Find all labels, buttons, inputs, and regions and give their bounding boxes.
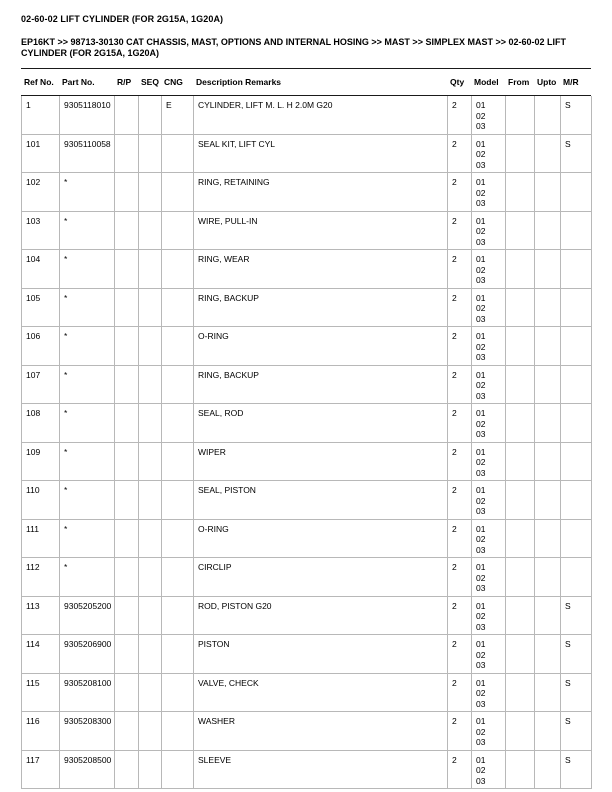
cell-ref: 107 — [22, 366, 60, 405]
page-title: 02-60-02 LIFT CYLINDER (FOR 2G15A, 1G20A) — [21, 14, 224, 24]
cell-rp — [115, 520, 139, 559]
model-code: 03 — [476, 352, 486, 362]
cell-ref: 113 — [22, 597, 60, 636]
cell-qty: 2 — [448, 366, 472, 405]
cell-from — [506, 289, 535, 328]
cell-upto — [535, 481, 561, 520]
cell-ref: 114 — [22, 635, 60, 674]
cell-upto — [535, 443, 561, 482]
model-code: 02 — [476, 649, 486, 660]
cell-part: 9305110058 — [60, 135, 115, 174]
model-code: 01 — [476, 523, 486, 534]
cell-desc: SEAL, PISTON — [194, 481, 448, 520]
cell-mr — [561, 366, 592, 405]
model-code: 02 — [476, 110, 486, 121]
cell-seq — [139, 481, 162, 520]
table-row — [22, 674, 591, 713]
model-code: 02 — [476, 149, 486, 159]
model-code: 01 — [476, 446, 486, 457]
cell-rp — [115, 173, 139, 212]
cell-rp — [115, 96, 139, 135]
cell-cng — [162, 597, 194, 636]
cell-desc: RING, BACKUP — [194, 289, 448, 328]
model-code: 01 — [476, 331, 486, 341]
cell-seq — [139, 212, 162, 251]
cell-from — [506, 520, 535, 559]
cell-rp — [115, 289, 139, 328]
model-code: 03 — [476, 698, 486, 709]
cell-qty: 2 — [448, 751, 472, 790]
model-code: 02 — [476, 264, 486, 275]
column-header-rp: R/P — [117, 77, 132, 87]
cell-mr: S — [561, 635, 592, 674]
cell-upto — [535, 173, 561, 212]
cell-model — [472, 135, 506, 174]
cell-rp — [115, 443, 139, 482]
cell-upto — [535, 212, 561, 251]
cell-mr: S — [561, 597, 592, 636]
cell-model — [472, 173, 506, 212]
cell-qty: 2 — [448, 558, 472, 597]
cell-qty: 2 — [448, 481, 472, 520]
cell-from — [506, 558, 535, 597]
table-row — [22, 289, 591, 328]
cell-ref: 115 — [22, 674, 60, 713]
model-code: 01 — [476, 716, 486, 726]
cell-qty: 2 — [448, 712, 472, 751]
model-code: 03 — [476, 506, 486, 516]
cell-model — [472, 96, 506, 135]
cell-mr: S — [561, 135, 592, 174]
cell-upto — [535, 289, 561, 328]
model-code: 01 — [476, 215, 486, 226]
model-code: 03 — [476, 583, 486, 593]
cell-rp — [115, 366, 139, 405]
cell-model — [472, 212, 506, 251]
cell-seq — [139, 366, 162, 405]
table-row — [22, 712, 591, 751]
table-row — [22, 366, 591, 405]
cell-cng — [162, 635, 194, 674]
cell-qty: 2 — [448, 443, 472, 482]
cell-rp — [115, 674, 139, 713]
table-row — [22, 135, 591, 174]
model-code: 03 — [476, 775, 486, 786]
cell-ref: 116 — [22, 712, 60, 751]
cell-qty: 2 — [448, 250, 472, 289]
cell-model — [472, 481, 506, 520]
cell-ref: 117 — [22, 751, 60, 790]
cell-desc: RING, RETAINING — [194, 173, 448, 212]
model-code: 02 — [476, 688, 486, 698]
model-code: 01 — [476, 408, 486, 418]
table-row — [22, 520, 591, 559]
model-code: 02 — [476, 726, 486, 737]
model-code: 02 — [476, 226, 486, 236]
model-code: 03 — [476, 737, 486, 747]
cell-desc: O-RING — [194, 520, 448, 559]
cell-seq — [139, 96, 162, 135]
cell-part: 9305208100 — [60, 674, 115, 713]
cell-part: * — [60, 404, 115, 443]
model-code: 01 — [476, 254, 486, 264]
model-code: 03 — [476, 313, 486, 324]
model-code: 02 — [476, 572, 486, 583]
cell-mr — [561, 481, 592, 520]
cell-part: * — [60, 327, 115, 366]
cell-from — [506, 481, 535, 520]
model-code: 03 — [476, 660, 486, 670]
cell-desc: SLEEVE — [194, 751, 448, 790]
cell-rp — [115, 558, 139, 597]
cell-model — [472, 674, 506, 713]
cell-seq — [139, 173, 162, 212]
cell-part: * — [60, 481, 115, 520]
cell-cng — [162, 289, 194, 328]
cell-from — [506, 712, 535, 751]
cell-from — [506, 597, 535, 636]
cell-seq — [139, 443, 162, 482]
cell-mr — [561, 404, 592, 443]
cell-upto — [535, 404, 561, 443]
cell-model — [472, 751, 506, 790]
cell-upto — [535, 96, 561, 135]
cell-mr: S — [561, 751, 592, 790]
model-code: 03 — [476, 275, 486, 285]
cell-qty: 2 — [448, 327, 472, 366]
cell-ref: 105 — [22, 289, 60, 328]
cell-upto — [535, 366, 561, 405]
cell-part: * — [60, 558, 115, 597]
cell-qty: 2 — [448, 597, 472, 636]
model-code: 02 — [476, 418, 486, 429]
cell-desc: SEAL, ROD — [194, 404, 448, 443]
cell-seq — [139, 635, 162, 674]
cell-rp — [115, 327, 139, 366]
cell-part: * — [60, 173, 115, 212]
cell-qty: 2 — [448, 173, 472, 212]
cell-model — [472, 404, 506, 443]
cell-model — [472, 366, 506, 405]
table-row — [22, 751, 591, 790]
cell-part: * — [60, 366, 115, 405]
cell-rp — [115, 481, 139, 520]
model-code: 02 — [476, 457, 486, 467]
cell-desc: SEAL KIT, LIFT CYL — [194, 135, 448, 174]
cell-seq — [139, 289, 162, 328]
cell-ref: 112 — [22, 558, 60, 597]
cell-cng — [162, 250, 194, 289]
column-header-model: Model — [474, 77, 499, 87]
cell-desc: WIPER — [194, 443, 448, 482]
cell-desc: WASHER — [194, 712, 448, 751]
cell-seq — [139, 520, 162, 559]
cell-from — [506, 96, 535, 135]
cell-mr — [561, 443, 592, 482]
cell-part: 9305205200 — [60, 597, 115, 636]
model-code: 01 — [476, 639, 486, 649]
table-row — [22, 404, 591, 443]
cell-desc: O-RING — [194, 327, 448, 366]
table-row — [22, 443, 591, 482]
column-header-part: Part No. — [62, 77, 95, 87]
model-code: 01 — [476, 369, 486, 380]
cell-seq — [139, 558, 162, 597]
cell-upto — [535, 635, 561, 674]
model-code: 01 — [476, 138, 486, 149]
model-code: 03 — [476, 390, 486, 401]
column-header-ref: Ref No. — [24, 77, 54, 87]
cell-rp — [115, 751, 139, 790]
model-code: 03 — [476, 198, 486, 208]
model-code: 02 — [476, 380, 486, 390]
cell-from — [506, 443, 535, 482]
cell-model — [472, 558, 506, 597]
cell-cng — [162, 751, 194, 790]
model-code: 01 — [476, 292, 486, 303]
cell-from — [506, 135, 535, 174]
cell-cng — [162, 327, 194, 366]
cell-mr — [561, 558, 592, 597]
model-code: 03 — [476, 159, 486, 170]
cell-model — [472, 635, 506, 674]
cell-from — [506, 250, 535, 289]
cell-from — [506, 674, 535, 713]
cell-mr — [561, 289, 592, 328]
cell-ref: 111 — [22, 520, 60, 559]
cell-cng — [162, 135, 194, 174]
breadcrumb: EP16KT >> 98713-30130 CAT CHASSIS, MAST, OPTIONS AND INTERNAL HOSING >> MAST >> SIMPLEX MAST >> 02-60-02 LIFT CYLINDER (FOR 2G15A, 1G20A) — [21, 37, 566, 58]
cell-upto — [535, 135, 561, 174]
cell-mr — [561, 520, 592, 559]
cell-desc: RING, BACKUP — [194, 366, 448, 405]
cell-ref: 1 — [22, 96, 60, 135]
cell-cng — [162, 366, 194, 405]
table-row — [22, 96, 591, 135]
cell-upto — [535, 597, 561, 636]
cell-model — [472, 443, 506, 482]
cell-upto — [535, 250, 561, 289]
model-code: 01 — [476, 600, 486, 611]
cell-rp — [115, 212, 139, 251]
cell-cng — [162, 558, 194, 597]
cell-ref: 104 — [22, 250, 60, 289]
table-header — [21, 68, 591, 96]
cell-upto — [535, 674, 561, 713]
cell-cng: E — [162, 96, 194, 135]
model-code: 03 — [476, 467, 486, 478]
cell-ref: 103 — [22, 212, 60, 251]
cell-mr — [561, 173, 592, 212]
cell-desc: CIRCLIP — [194, 558, 448, 597]
cell-desc: RING, WEAR — [194, 250, 448, 289]
cell-seq — [139, 250, 162, 289]
cell-cng — [162, 712, 194, 751]
cell-part: * — [60, 212, 115, 251]
cell-ref: 108 — [22, 404, 60, 443]
cell-part: * — [60, 289, 115, 328]
cell-cng — [162, 443, 194, 482]
cell-qty: 2 — [448, 289, 472, 328]
cell-part: 9305206900 — [60, 635, 115, 674]
column-header-mr: M/R — [563, 77, 579, 87]
table-row — [22, 173, 591, 212]
cell-from — [506, 212, 535, 251]
cell-seq — [139, 712, 162, 751]
model-code: 02 — [476, 303, 486, 313]
cell-ref: 110 — [22, 481, 60, 520]
model-code: 01 — [476, 100, 486, 110]
cell-desc: CYLINDER, LIFT M. L. H 2.0M G20 — [194, 96, 448, 135]
cell-from — [506, 404, 535, 443]
model-code: 03 — [476, 544, 486, 555]
cell-mr: S — [561, 712, 592, 751]
cell-qty: 2 — [448, 135, 472, 174]
cell-mr — [561, 250, 592, 289]
table-row — [22, 327, 591, 366]
cell-mr: S — [561, 674, 592, 713]
cell-ref: 102 — [22, 173, 60, 212]
cell-qty: 2 — [448, 404, 472, 443]
model-code: 03 — [476, 236, 486, 247]
cell-desc: WIRE, PULL-IN — [194, 212, 448, 251]
cell-cng — [162, 481, 194, 520]
cell-model — [472, 289, 506, 328]
model-code: 01 — [476, 562, 486, 572]
cell-cng — [162, 173, 194, 212]
cell-desc: VALVE, CHECK — [194, 674, 448, 713]
cell-model — [472, 250, 506, 289]
model-code: 01 — [476, 754, 486, 765]
cell-upto — [535, 558, 561, 597]
cell-part: * — [60, 250, 115, 289]
cell-rp — [115, 250, 139, 289]
cell-part: 9305208300 — [60, 712, 115, 751]
cell-seq — [139, 404, 162, 443]
cell-model — [472, 712, 506, 751]
cell-ref: 101 — [22, 135, 60, 174]
column-header-seq: SEQ — [141, 77, 159, 87]
cell-desc: ROD, PISTON G20 — [194, 597, 448, 636]
cell-upto — [535, 327, 561, 366]
cell-ref: 109 — [22, 443, 60, 482]
cell-from — [506, 751, 535, 790]
cell-qty: 2 — [448, 96, 472, 135]
cell-part: * — [60, 443, 115, 482]
cell-seq — [139, 674, 162, 713]
column-header-cng: CNG — [164, 77, 183, 87]
cell-upto — [535, 751, 561, 790]
column-header-upto: Upto — [537, 77, 557, 87]
cell-ref: 106 — [22, 327, 60, 366]
cell-cng — [162, 212, 194, 251]
table-row — [22, 558, 591, 597]
model-code: 02 — [476, 495, 486, 506]
table-row — [22, 481, 591, 520]
model-code: 03 — [476, 429, 486, 439]
cell-part: 9305118010 — [60, 96, 115, 135]
cell-qty: 2 — [448, 635, 472, 674]
cell-model — [472, 520, 506, 559]
cell-seq — [139, 135, 162, 174]
parts-table — [21, 68, 591, 789]
cell-seq — [139, 597, 162, 636]
cell-rp — [115, 135, 139, 174]
column-header-from: From — [508, 77, 530, 87]
table-row — [22, 635, 591, 674]
cell-qty: 2 — [448, 674, 472, 713]
table-row — [22, 250, 591, 289]
cell-upto — [535, 520, 561, 559]
column-header-desc: Description Remarks — [196, 77, 282, 87]
cell-upto — [535, 712, 561, 751]
cell-seq — [139, 327, 162, 366]
cell-rp — [115, 404, 139, 443]
cell-mr — [561, 212, 592, 251]
table-row — [22, 212, 591, 251]
cell-part: 9305208500 — [60, 751, 115, 790]
table-row — [22, 597, 591, 636]
cell-from — [506, 173, 535, 212]
cell-part: * — [60, 520, 115, 559]
cell-rp — [115, 597, 139, 636]
cell-desc: PISTON — [194, 635, 448, 674]
model-code: 02 — [476, 187, 486, 198]
model-code: 02 — [476, 765, 486, 775]
cell-cng — [162, 520, 194, 559]
column-header-qty: Qty — [450, 77, 465, 87]
cell-rp — [115, 635, 139, 674]
model-code: 03 — [476, 621, 486, 632]
cell-from — [506, 366, 535, 405]
cell-qty: 2 — [448, 520, 472, 559]
model-code: 03 — [476, 121, 486, 131]
model-code: 01 — [476, 677, 486, 688]
cell-model — [472, 597, 506, 636]
table-body — [21, 96, 591, 789]
model-code: 01 — [476, 177, 486, 187]
model-code: 02 — [476, 611, 486, 621]
cell-seq — [139, 751, 162, 790]
cell-from — [506, 635, 535, 674]
model-code: 02 — [476, 341, 486, 352]
cell-model — [472, 327, 506, 366]
cell-mr: S — [561, 96, 592, 135]
cell-cng — [162, 404, 194, 443]
cell-rp — [115, 712, 139, 751]
model-code: 01 — [476, 485, 486, 495]
cell-cng — [162, 674, 194, 713]
cell-from — [506, 327, 535, 366]
cell-qty: 2 — [448, 212, 472, 251]
model-code: 02 — [476, 534, 486, 544]
cell-mr — [561, 327, 592, 366]
